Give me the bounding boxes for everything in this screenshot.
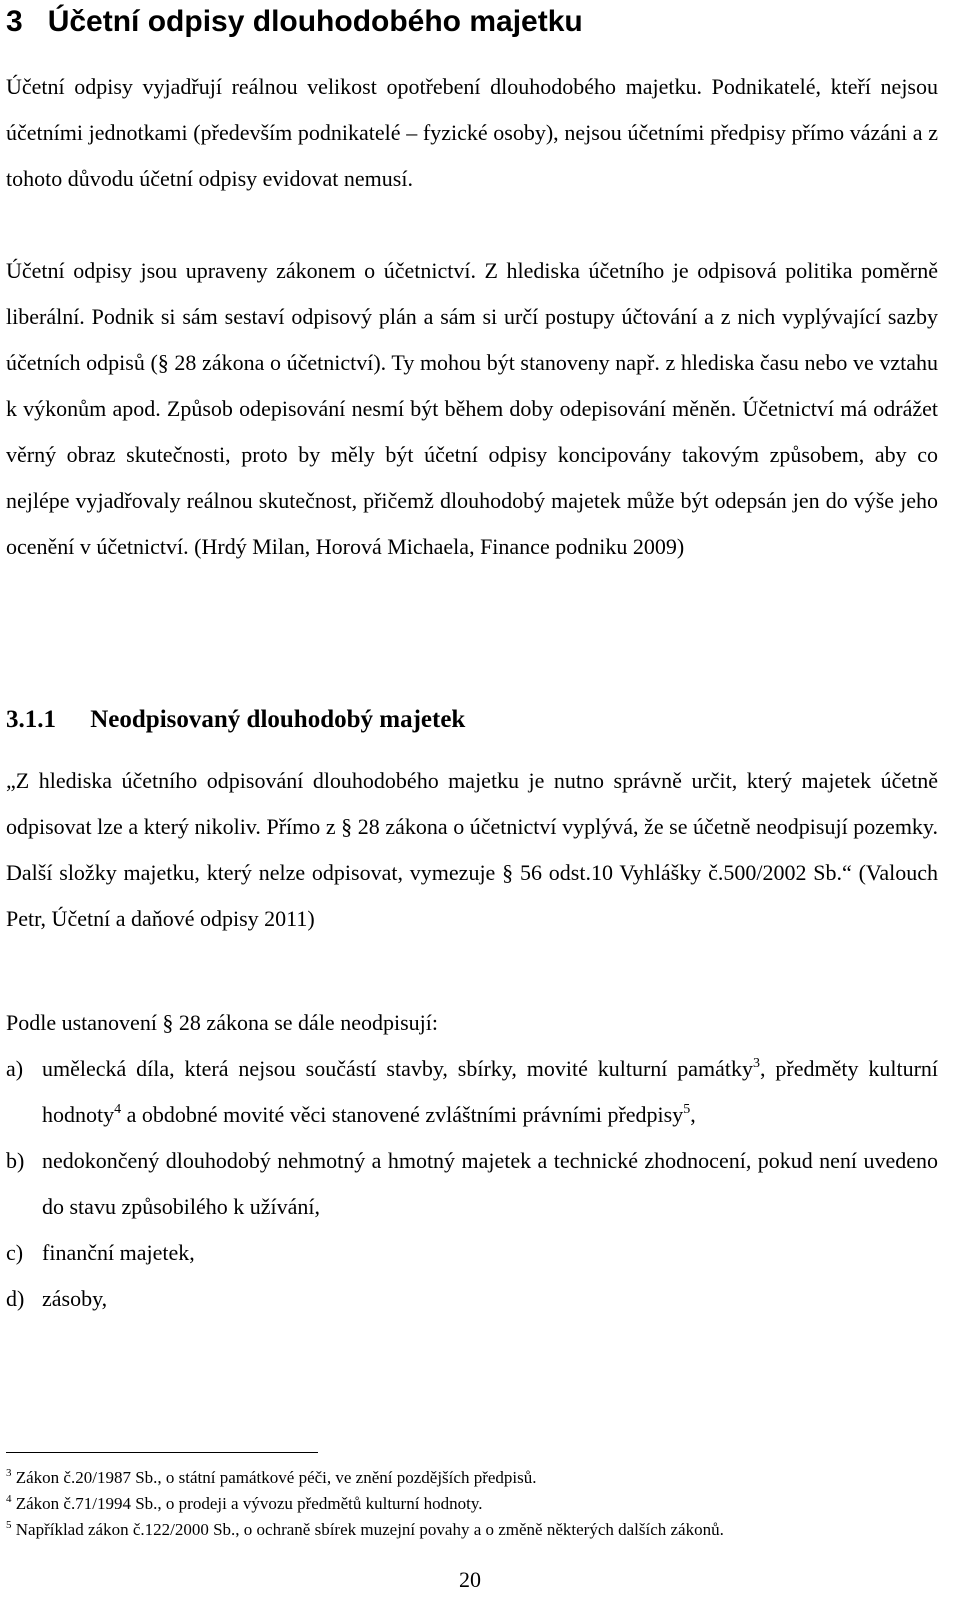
footnote xyxy=(6,1465,946,1491)
section-heading xyxy=(6,702,465,738)
footnote xyxy=(6,1491,946,1517)
footnote-number: 5 xyxy=(6,1519,12,1531)
paragraph-list-intro: Podle ustanovení § 28 zákona se dále neodpisují: xyxy=(6,1010,438,1035)
chapter-title: Účetní odpisy dlouhodobého majetku xyxy=(47,5,583,38)
page-number: 20 xyxy=(459,1567,481,1592)
list-item xyxy=(6,1230,938,1276)
list-item-text: , předměty kulturní hodnoty xyxy=(42,1056,939,1127)
paragraph-intro: Účetní odpisy vyjadřují reálnou velikost opotřebení dlouhodobého majetku. Podnikatelé, kteří nejsou účetními jednotkami (především podnikatelé – fyzické osoby), nejsou účetními předpisy přímo vázáni a z tohoto důvodu účetní odpisy evidovat nemusí. xyxy=(6,74,938,191)
list-item-text: nedokončený dlouhodobý nehmotný a hmotný majetek a technické zhodnocení, pokud není uvedeno do stavu způsobilého k užívání, xyxy=(42,1148,938,1219)
chapter-heading xyxy=(6,2,583,42)
paragraph-accounting-depreciation: Účetní odpisy jsou upraveny zákonem o účetnictví. Z hlediska účetního je odpisová politika poměrně liberální. Podnik si sám sestaví odpisový plán a sám si určí postupy účtování a z nich vyplývající sazby účetních odpisů (§ 28 zákona o účetnictví). Ty mohou být stanoveny např. z hlediska času nebo ve vztahu k výkonům apod. Způsob odepisování nesmí být během doby odepisování měněn. Účetnictví má odrážet věrný obraz skutečnosti, proto by měly být účetní odpisy koncipovány takovým způsobem, aby co nejlépe vyjadřovaly reálnou skutečnost, přičemž dlouhodobý majetek může být odepsán jen do výše jeho ocenění v účetnictví. (Hrdý Milan, Horová Michaela, Finance podniku 2009) xyxy=(6,258,938,559)
chapter-number: 3 xyxy=(6,5,23,38)
footnote-separator xyxy=(6,1452,318,1453)
list-item-label: c) xyxy=(6,1240,24,1265)
paragraph-quote: „Z hlediska účetního odpisování dlouhodobého majetku je nutno správně určit, který majetek účetně odpisovat lze a který nikoliv. Přímo z § 28 zákona o účetnictví vyplývá, že se účetně neodpisují pozemky. Další složky majetku, který nelze odpisovat, vymezuje § 56 odst.10 Vyhlášky č.500/2002 Sb.“ (Valouch Petr, Účetní a daňové odpisy 2011) xyxy=(6,768,938,931)
footnote xyxy=(6,1517,946,1543)
section-number: 3.1.1 xyxy=(6,706,56,733)
list-item-text: , xyxy=(690,1102,696,1127)
footnote-text: Například zákon č.122/2000 Sb., o ochraně sbírek muzejní povahy a o změně některých dalších zákonů. xyxy=(15,1520,724,1539)
list-item-label: a) xyxy=(6,1056,24,1081)
footnote-number: 3 xyxy=(6,1467,12,1479)
footnote-text: Zákon č.71/1994 Sb., o prodeji a vývozu předmětů kulturní hodnoty. xyxy=(15,1494,483,1513)
list-item-label: b) xyxy=(6,1148,25,1173)
list-item xyxy=(6,1138,938,1230)
list-item xyxy=(6,1046,938,1138)
list-item-label: d) xyxy=(6,1286,25,1311)
list-item-text: finanční majetek, xyxy=(42,1240,195,1265)
list-item xyxy=(6,1276,938,1322)
footnote-text: Zákon č.20/1987 Sb., o státní památkové péči, ve znění pozdějších předpisů. xyxy=(15,1468,537,1487)
list-item-text: zásoby, xyxy=(42,1286,108,1311)
footnote-number: 4 xyxy=(6,1493,12,1505)
exclusion-list xyxy=(6,1046,938,1322)
footnote-ref: 5 xyxy=(683,1102,691,1117)
list-item-text: umělecká díla, která nejsou součástí stavby, sbírky, movité kulturní památky xyxy=(42,1056,754,1081)
list-item-text: a obdobné movité věci stanovené zvláštními právními předpisy xyxy=(121,1102,684,1127)
footnote-ref: 4 xyxy=(114,1102,122,1117)
footnotes xyxy=(6,1465,946,1543)
section-title: Neodpisovaný dlouhodobý majetek xyxy=(90,706,466,733)
footnote-ref: 3 xyxy=(753,1056,761,1071)
